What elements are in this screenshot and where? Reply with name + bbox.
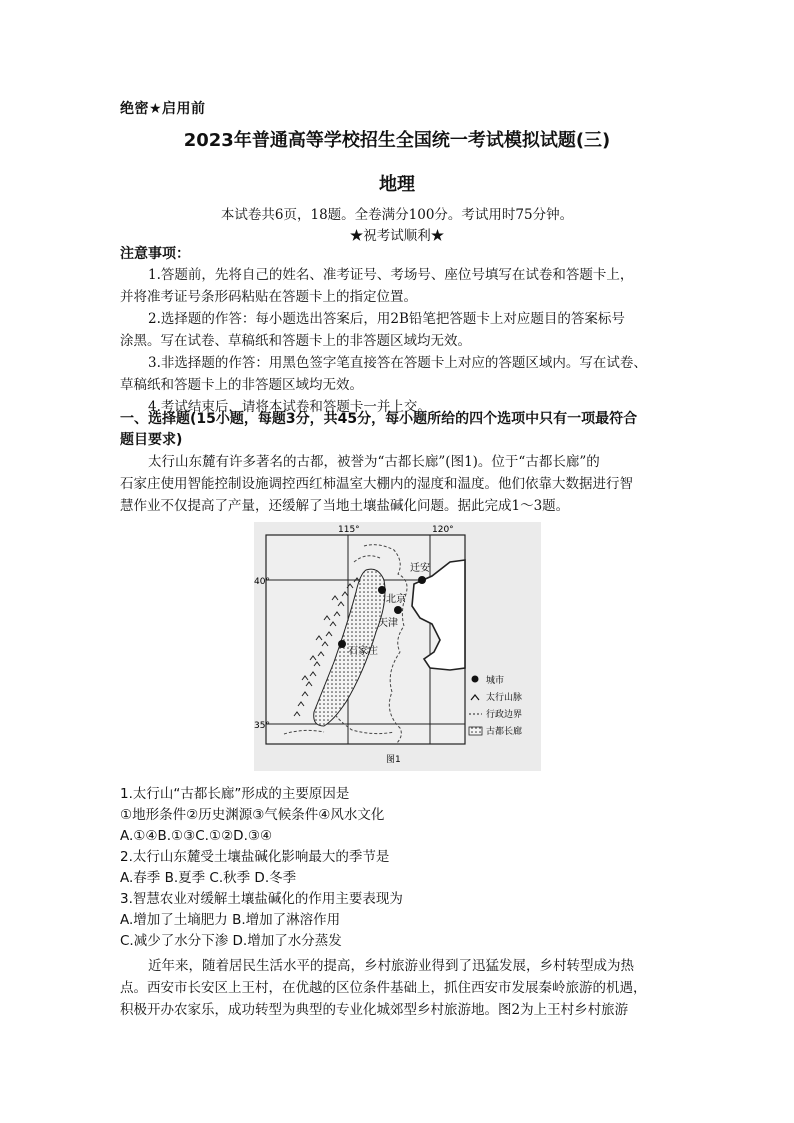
passage-2-line-2: 点。西安市长安区上王村，在优越的区位条件基础上，抓住西安市发展秦岭旅游的机遇， <box>120 980 647 996</box>
question-1-items: ①地形条件②历史渊源③气候条件④风水文化 <box>120 807 385 823</box>
section-heading <box>120 409 680 451</box>
exam-title: 2023年普通高等学校招生全国统一考试模拟试题(三) <box>183 130 611 151</box>
legend-corridor-symbol <box>469 727 482 735</box>
note-2-line-1: 2.选择题的作答：每小题选出答案后，用2B铅笔把答题卡上对应题目的答案标号 <box>148 311 625 327</box>
legend-mountain-symbol <box>471 695 479 700</box>
passage-2-line-1: 近年来，随着居民生活水平的提高，乡村旅游业得到了迅猛发展，乡村转型成为热 <box>148 958 634 974</box>
lon-120-label: 120° <box>432 525 454 535</box>
question-2-options: A.春季 B.夏季 C.秋季 D.冬季 <box>120 870 297 886</box>
exam-info: 本试卷共6页，18题。全卷满分100分。考试用时75分钟。 <box>220 207 574 223</box>
question-2 <box>120 847 680 889</box>
passage-2-line-3: 积极开办农家乐，成功转型为典型的专业化城郊型乡村旅游地。图2为上王村乡村旅游 <box>120 1002 629 1018</box>
legend-corridor-label: 古都长廊 <box>486 727 523 737</box>
passage-1-line-3: 慧作业不仅提高了产量，还缓解了当地土壤盐碱化问题。据此完成1～3题。 <box>120 498 570 514</box>
legend-city-symbol <box>472 676 479 683</box>
passage-1-line-2: 石家庄使用智能控制设施调控西红柿温室大棚内的湿度和温度。他们依靠大数据进行智 <box>120 476 633 492</box>
question-2-stem: 2.太行山东麓受土壤盐碱化影响最大的季节是 <box>120 849 390 865</box>
lat-35-label: 35° <box>254 721 270 731</box>
confidential-mark: 绝密★启用前 <box>120 101 206 117</box>
notes-list <box>120 264 676 418</box>
city-qianan-label: 迁安 <box>410 563 430 574</box>
city-beijing-dot <box>378 586 386 594</box>
passage-1-line-1: 太行山东麓有许多著名的古都，被誉为“古都长廊”(图1)。位于“古都长廊”的 <box>148 454 600 470</box>
question-1-stem: 1.太行山“古都长廊”形成的主要原因是 <box>120 786 350 802</box>
city-shijiazhuang-label: 石家庄 <box>348 646 378 657</box>
good-luck-line: ★祝考试顺利★ <box>349 228 445 244</box>
legend-city-label: 城市 <box>486 676 505 686</box>
figure-caption: 图1 <box>386 755 401 765</box>
lat-40-label: 40° <box>254 577 270 587</box>
note-1-line-1: 1.答题前，先将自己的姓名、准考证号、考场号、座位号填写在试卷和答题卡上， <box>148 267 634 283</box>
notes-heading: 注意事项： <box>120 246 190 262</box>
legend-mountain-label: 太行山脉 <box>486 693 523 703</box>
lon-115-label: 115° <box>338 525 360 535</box>
section-heading-line-1: 一、选择题(15小题，每题3分，共45分，每小题所给的四个选项中只有一项最符合 <box>120 411 638 427</box>
passage-2 <box>120 955 676 1021</box>
city-tianjin-label: 天津 <box>378 618 398 629</box>
passage-1 <box>120 451 676 517</box>
note-4: 4.考试结束后，请将本试卷和答题卡一并上交。 <box>148 399 431 415</box>
note-3-line-2: 草稿纸和答题卡上的非答题区域均无效。 <box>120 377 363 393</box>
note-1-line-2: 并将准考证号条形码粘贴在答题卡上的指定位置。 <box>120 289 417 305</box>
question-3-stem: 3.智慧农业对缓解土壤盐碱化的作用主要表现为 <box>120 891 403 907</box>
section-heading-line-2: 题目要求) <box>120 432 183 448</box>
city-qianan-dot <box>418 576 426 584</box>
note-2-line-2: 涂黑。写在试卷、草稿纸和答题卡上的非答题区域均无效。 <box>120 333 471 349</box>
city-tianjin-dot <box>394 606 402 614</box>
city-beijing-label: 北京 <box>386 594 406 605</box>
question-3 <box>120 889 680 952</box>
city-shijiazhuang-dot <box>338 640 346 648</box>
figure-1-map <box>254 522 541 771</box>
question-1-options: A.①④B.①③C.①②D.③④ <box>120 828 273 844</box>
question-3-options-b: C.减少了水分下渗 D.增加了水分蒸发 <box>120 933 342 949</box>
note-3-line-1: 3.非选择题的作答：用黑色签字笔直接答在答题卡上对应的答题区域内。写在试卷、 <box>148 355 647 371</box>
question-1 <box>120 784 680 847</box>
question-3-options-a: A.增加了土墒肥力 B.增加了淋溶作用 <box>120 912 341 928</box>
subject-title: 地理 <box>379 174 415 195</box>
map-svg <box>254 522 541 771</box>
legend-boundary-label: 行政边界 <box>486 710 523 720</box>
